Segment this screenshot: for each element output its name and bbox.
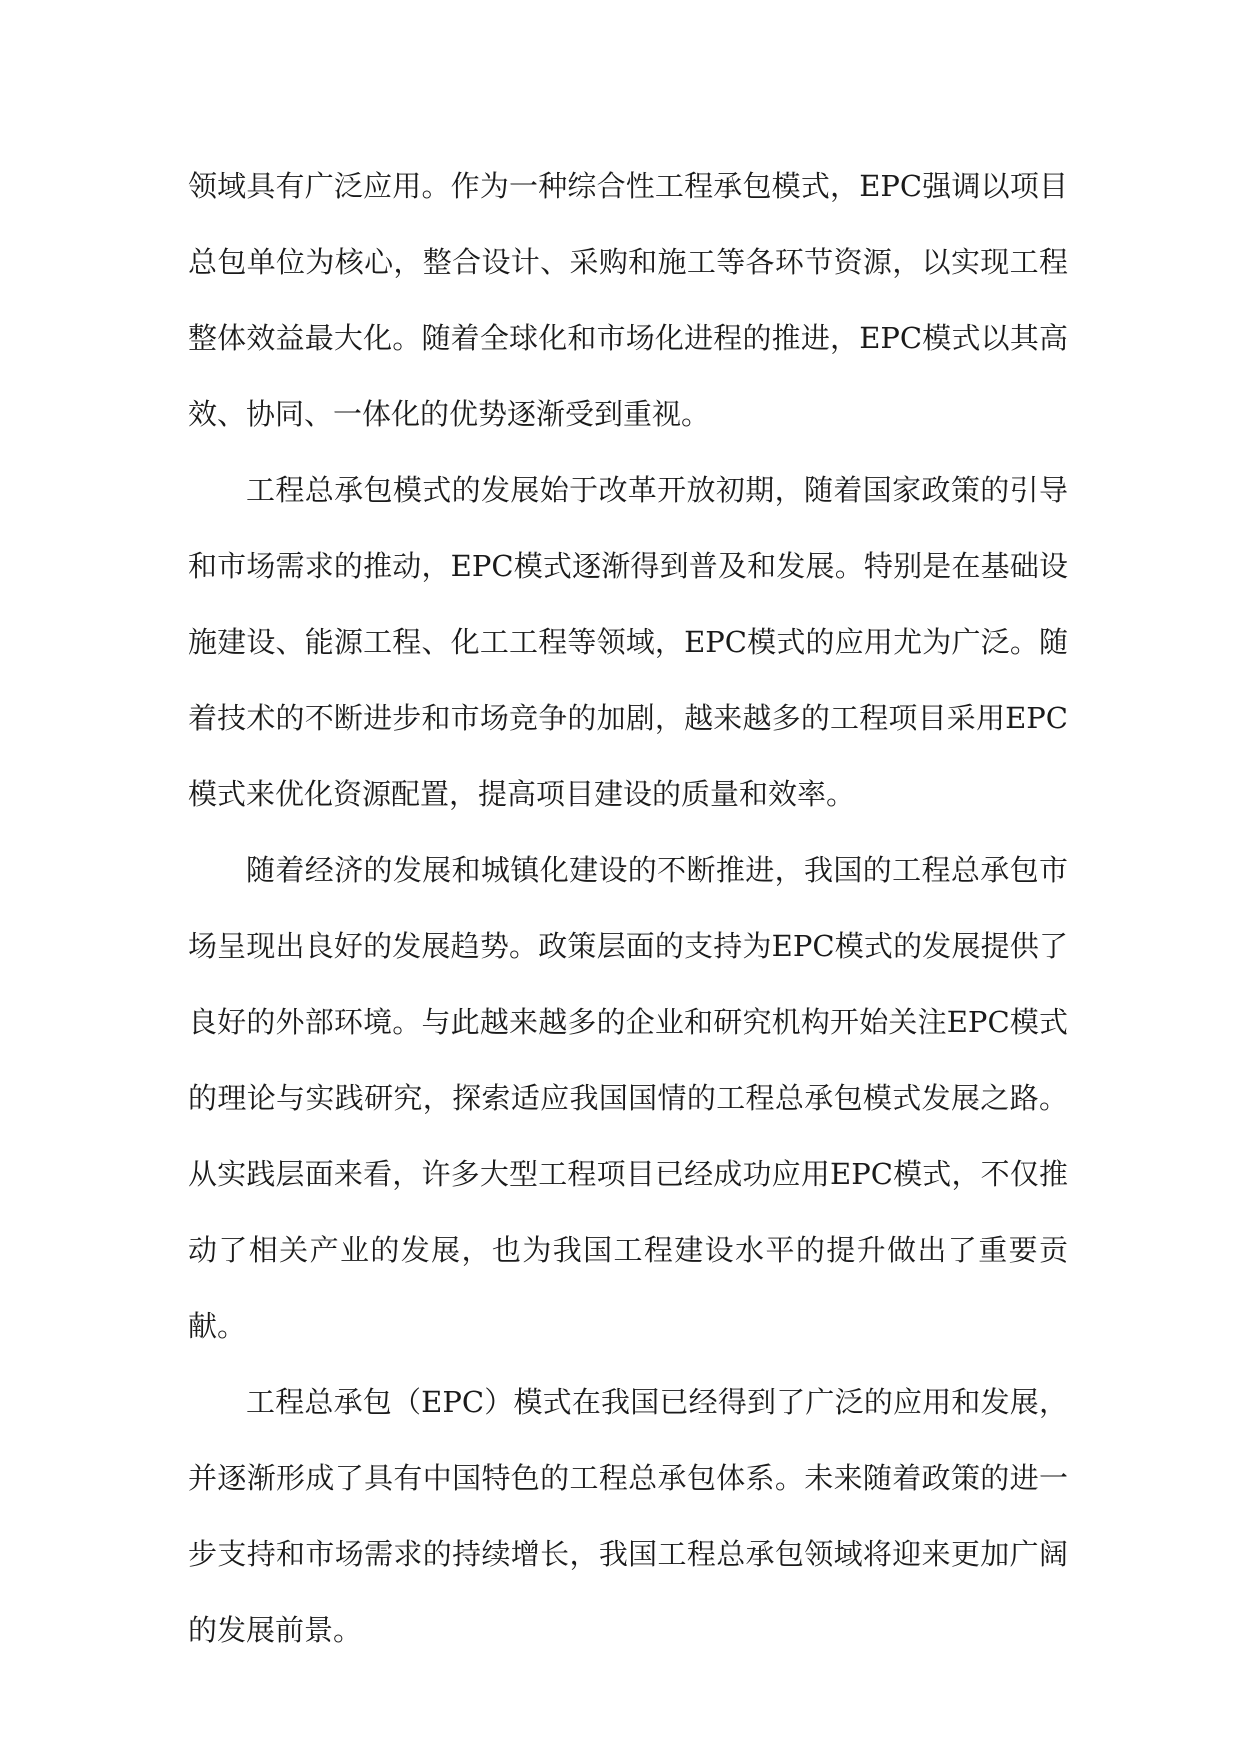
paragraph: 工程总承包模式的发展始于改革开放初期，随着国家政策的引导和市场需求的推动，EPC模式逐渐得到普及和发展。特别是在基础设施建设、能源工程、化工工程等领域，EPC模式的应用尤为广泛。随着技术的不断进步和市场竞争的加剧，越来越多的工程项目采用EPC模式来优化资源配置，提高项目建设的质量和效率。 — [188, 473, 1068, 811]
paragraph: 工程总承包（EPC）模式在我国已经得到了广泛的应用和发展，并逐渐形成了具有中国特色的工程总承包体系。未来随着政策的进一步支持和市场需求的持续增长，我国工程总承包领域将迎来更加广阔的发展前景。 — [188, 1385, 1068, 1647]
paragraph: 随着经济的发展和城镇化建设的不断推进，我国的工程总承包市场呈现出良好的发展趋势。政策层面的支持为EPC模式的发展提供了良好的外部环境。与此越来越多的企业和研究机构开始关注EPC模式的理论与实践研究，探索适应我国国情的工程总承包模式发展之路。从实践层面来看，许多大型工程项目已经成功应用EPC模式，不仅推动了相关产业的发展，也为我国工程建设水平的提升做出了重要贡献。 — [188, 853, 1068, 1343]
paragraph-continued: 领域具有广泛应用。作为一种综合性工程承包模式，EPC强调以项目总包单位为核心，整合设计、采购和施工等各环节资源，以实现工程整体效益最大化。随着全球化和市场化进程的推进，EPC模式以其高效、协同、一体化的优势逐渐受到重视。 — [188, 169, 1068, 431]
body-text — [188, 148, 1068, 1668]
